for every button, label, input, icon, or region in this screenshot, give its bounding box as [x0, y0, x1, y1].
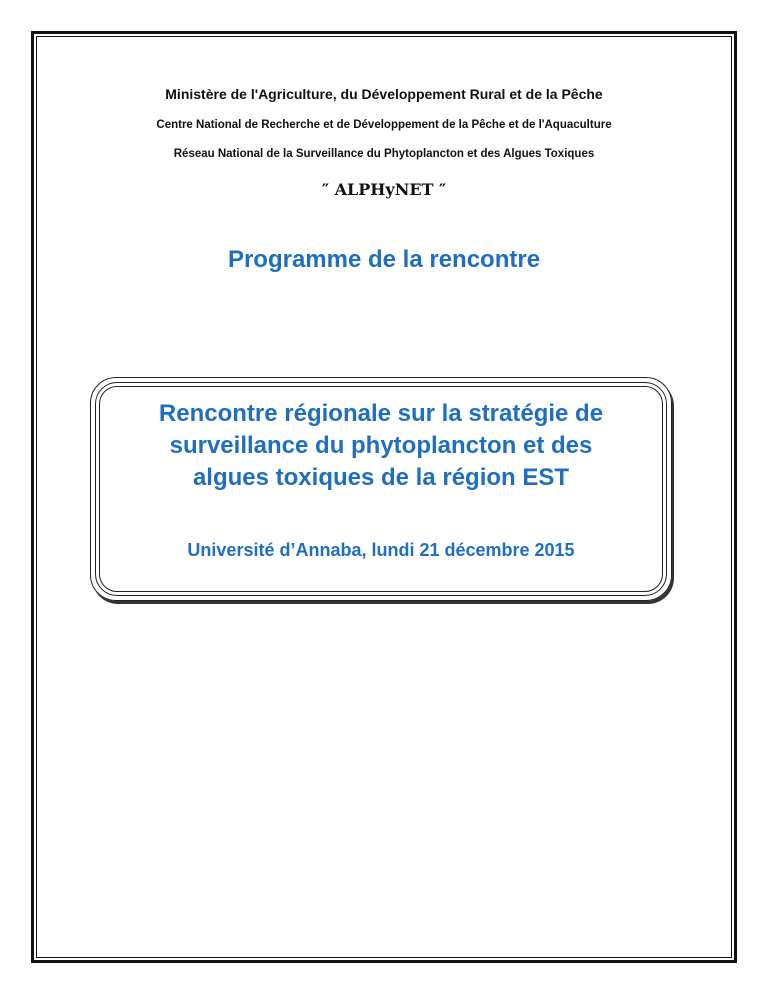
network-heading: Réseau National de la Surveillance du Phytoplancton et des Algues Toxiques: [173, 148, 595, 160]
event-location-date: Université d’Annaba, lundi 21 décembre 2015: [187, 540, 575, 560]
program-title: Programme de la rencontre: [227, 246, 541, 273]
event-title-line: Rencontre régionale sur la stratégie de: [158, 400, 604, 427]
event-title-line: algues toxiques de la région EST: [192, 464, 570, 491]
research-center-heading: Centre National de Recherche et de Développement de la Pêche et de l'Aquaculture: [156, 119, 612, 131]
network-acronym: ″ ALPHyNET ″: [321, 180, 447, 199]
ministry-heading: Ministère de l'Agriculture, du Développement Rural et de la Pêche: [165, 86, 603, 102]
event-title-line: surveillance du phytoplancton et des: [169, 432, 593, 459]
event-title: [96, 398, 666, 494]
